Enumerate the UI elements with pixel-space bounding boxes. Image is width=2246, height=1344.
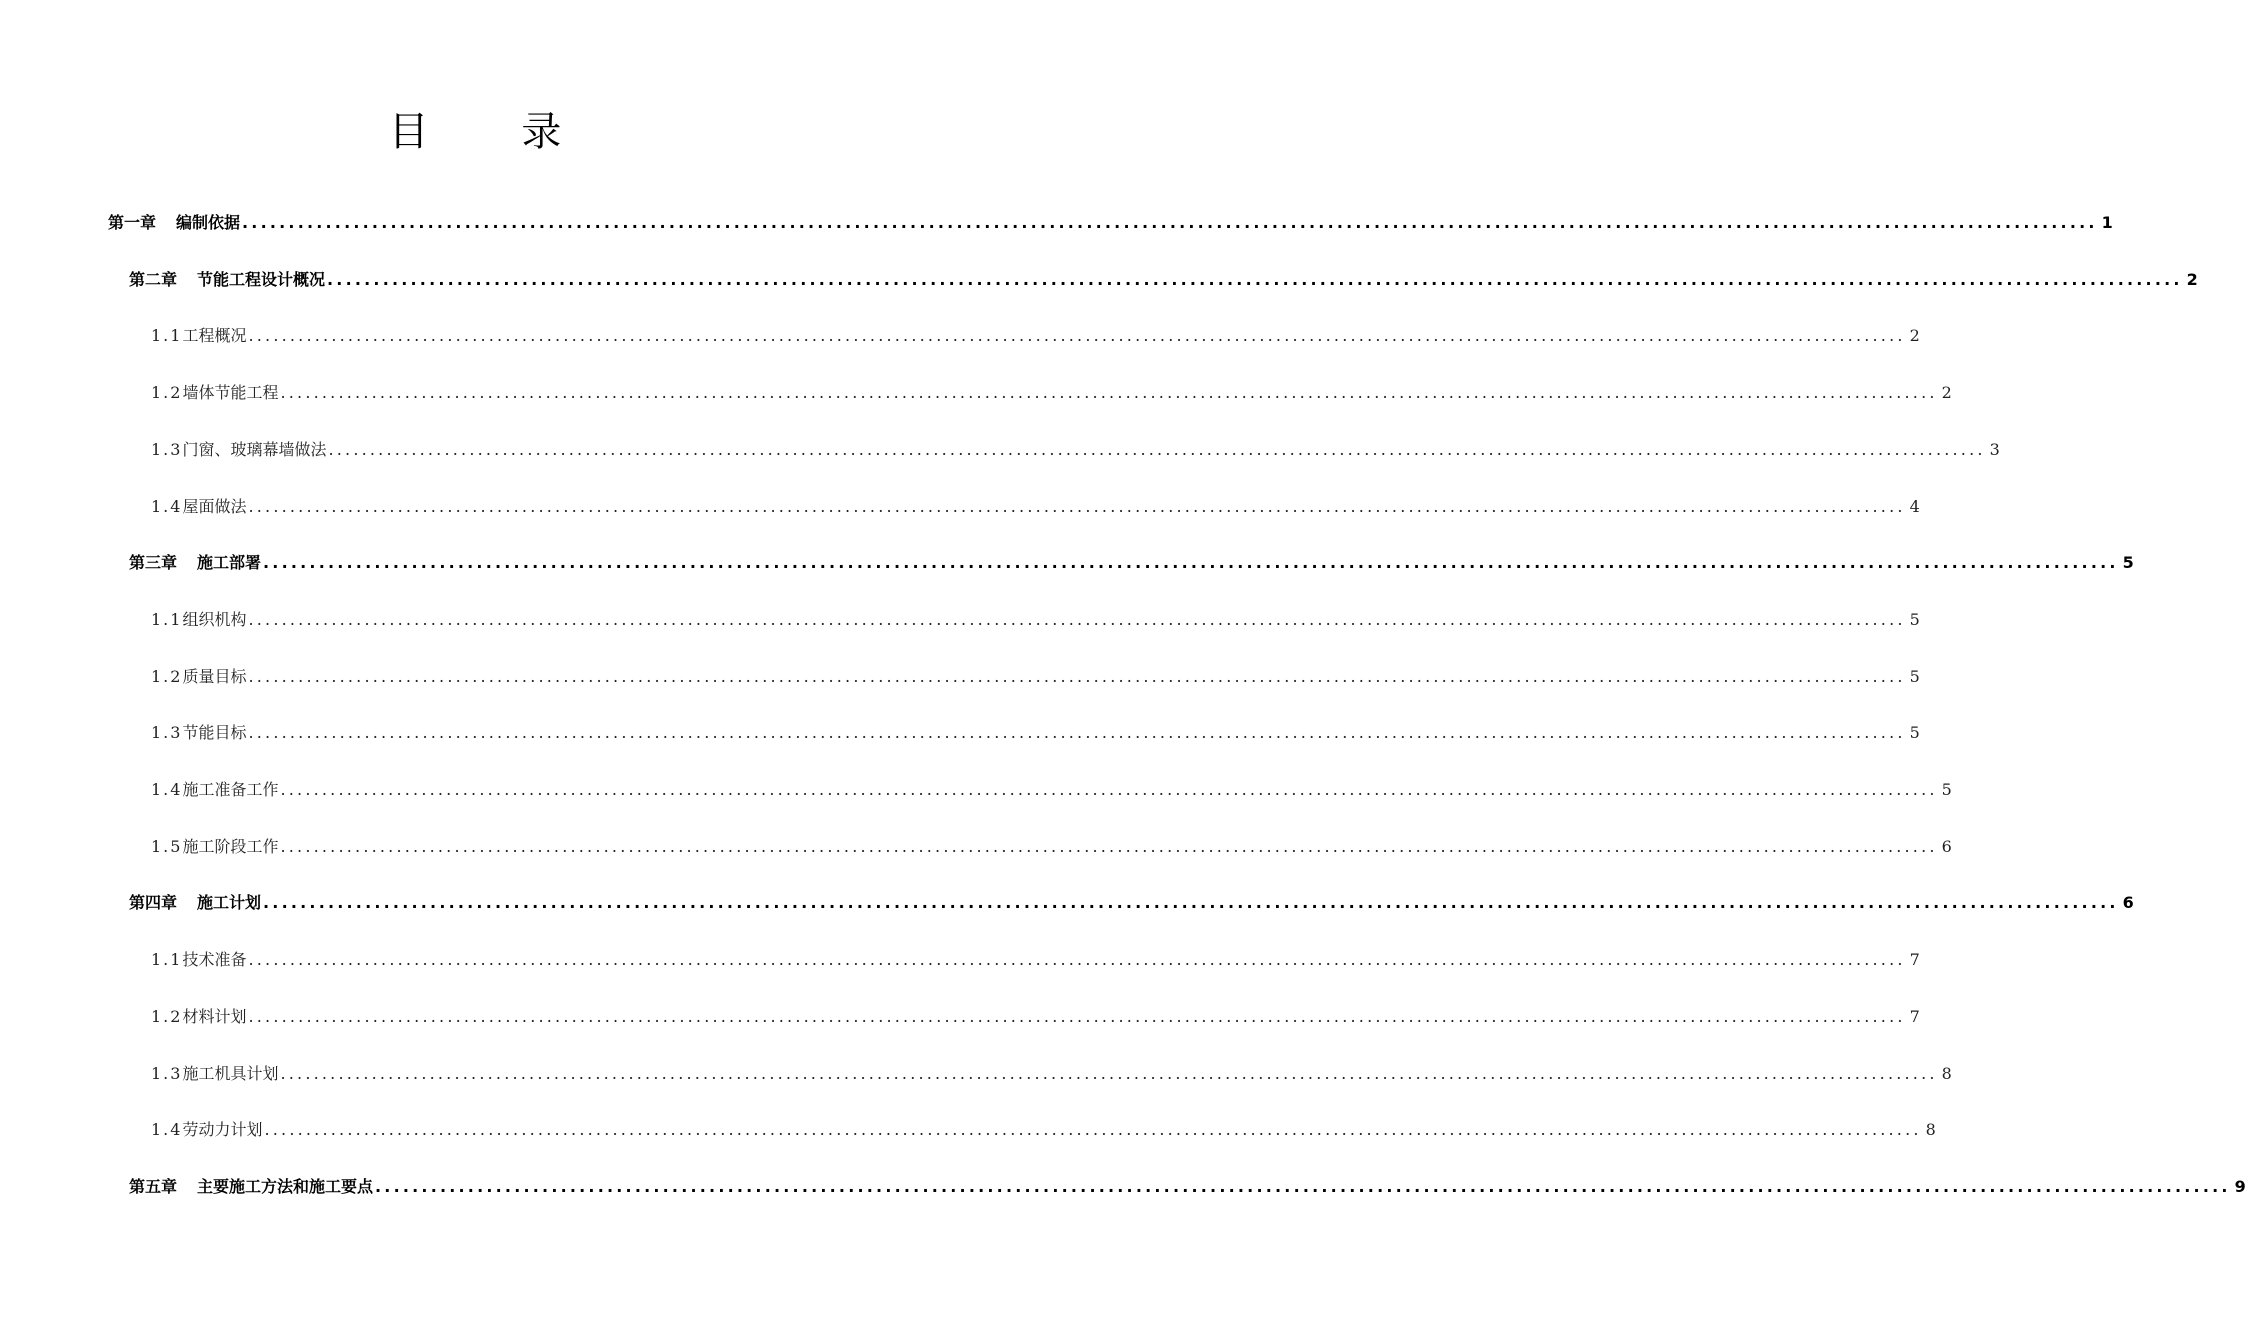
toc-entry-page: 3 [1989,439,2000,459]
toc-entry-page: 2 [1941,383,1952,403]
toc-entry-page: 7 [1909,950,1920,970]
toc-entry-label [151,497,246,517]
toc-entry[interactable] [151,420,2000,460]
dot-leader: ........................................................................................................................................................................................................ [248,666,1906,686]
dot-leader: ........................................................................................................................................................................................................ [248,1006,1906,1026]
toc-entry-label [151,383,278,403]
toc-entry[interactable] [129,250,2198,290]
dot-leader: ........................................................................................................................................................................................................ [248,326,1906,346]
toc-entry[interactable] [151,1044,1952,1084]
toc-entry-number: 1.3 [151,723,183,743]
toc-entry-title: 施工计划 [197,893,262,913]
toc-entry-number: 第二章 [129,269,178,289]
toc-entry-number: 第五章 [129,1176,178,1196]
toc-entry-page: 9 [2234,1176,2246,1196]
toc-entry[interactable] [151,477,1920,517]
toc-entry-label [151,326,246,346]
toc-entry[interactable] [108,193,2113,233]
dot-leader: ........................................................................................................................................................................................................ [375,1176,2231,1196]
toc-entry-label [129,553,261,573]
toc-entry-number: 1.3 [151,1063,183,1083]
dot-leader: ........................................................................................................................................................................................................ [248,496,1906,516]
dot-leader: ........................................................................................................................................................................................................ [280,780,1938,799]
dot-leader: ........................................................................................................................................................................................................ [263,893,2119,913]
toc-entry[interactable] [129,873,2134,913]
toc-entry-page: 8 [1925,1120,1936,1140]
toc-entry-label [151,1120,262,1140]
toc-entry-label [151,1064,278,1084]
toc-entry-title: 施工准备工作 [182,780,279,799]
toc-entry[interactable] [129,1157,2246,1197]
toc-entry-page: 5 [1909,723,1920,743]
toc-entry-number: 1.4 [151,496,183,516]
toc-entry-number: 1.1 [151,609,183,629]
toc-entry-label [151,610,246,630]
toc-entry-title: 编制依据 [176,213,241,232]
toc-entry[interactable] [151,703,1920,743]
toc-entry-title: 施工机具计划 [182,1063,279,1083]
toc-entry-number: 1.3 [151,439,183,459]
toc-entry-title: 施工部署 [197,553,262,573]
toc-entry-title: 材料计划 [182,1006,247,1026]
toc-entry-label [151,667,246,687]
toc-entry-page: 1 [2101,213,2113,232]
dot-leader: ........................................................................................................................................................................................................ [263,553,2119,573]
toc-entry-title: 劳动力计划 [182,1120,263,1140]
toc-entry-label [151,1007,246,1027]
dot-leader: ........................................................................................................................................................................................................ [280,1063,1938,1083]
toc-entry[interactable] [151,817,1952,857]
toc-entry[interactable] [151,1100,1936,1140]
dot-leader: ........................................................................................................................................................................................................ [248,950,1906,970]
toc-entry-label [151,440,326,460]
toc-entry-title: 施工阶段工作 [182,836,279,856]
toc-entry-label [151,950,246,970]
dot-leader: ........................................................................................................................................................................................................ [248,609,1906,629]
dot-leader: ........................................................................................................................................................................................................ [280,836,1938,856]
toc-entry-number: 1.4 [151,780,183,799]
toc-entry[interactable] [151,987,1920,1027]
toc-entry-number: 1.5 [151,836,183,856]
toc-entry-label [151,780,278,800]
toc-entry-number: 1.4 [151,1120,183,1140]
toc-entry[interactable] [151,306,1920,346]
toc-entry-page: 4 [1909,496,1920,516]
toc-entry-number: 1.2 [151,383,183,403]
toc-entry[interactable] [151,760,1952,800]
toc-entry[interactable] [129,533,2134,573]
toc-entry-page: 6 [1941,836,1952,856]
dot-leader: ........................................................................................................................................................................................................ [327,269,2183,289]
toc-entry-number: 1.1 [151,950,183,970]
dot-leader: ........................................................................................................................................................................................................ [242,213,2098,232]
toc-entry[interactable] [151,930,1920,970]
toc-entry[interactable] [151,363,1952,403]
toc-entry-number: 第四章 [129,893,178,913]
toc-entry-number: 1.1 [151,326,183,346]
dot-leader: ........................................................................................................................................................................................................ [328,439,1986,459]
toc-entry-page: 5 [1909,666,1920,686]
toc-entry-number: 第三章 [129,553,178,573]
toc-entry-number: 第一章 [108,213,157,232]
toc-entry-page: 5 [1909,609,1920,629]
toc-entry-label [129,270,325,290]
dot-leader: ........................................................................................................................................................................................................ [248,723,1906,743]
toc-entry-title: 节能目标 [182,723,247,743]
toc-entry-page: 2 [2186,269,2198,289]
toc-entry-number: 1.2 [151,1006,183,1026]
toc-entry[interactable] [151,590,1920,630]
dot-leader: ........................................................................................................................................................................................................ [264,1120,1922,1140]
toc-entry-title: 门窗、玻璃幕墙做法 [182,439,327,459]
toc-entry-page: 6 [2122,893,2134,913]
toc-entry-page: 2 [1909,326,1920,346]
dot-leader: ........................................................................................................................................................................................................ [280,383,1938,403]
toc-entry-page: 8 [1941,1063,1952,1083]
toc-entry-title: 节能工程设计概况 [197,269,326,289]
toc-entry[interactable] [151,647,1920,687]
toc-title: 目 录 [388,109,602,155]
toc-entry-title: 屋面做法 [182,496,247,516]
toc-entry-label [151,723,246,743]
toc-entry-label [129,1177,373,1197]
toc-entry-number: 1.2 [151,666,183,686]
toc-entry-title: 组织机构 [182,609,247,629]
toc-entry-page: 5 [1941,780,1952,799]
toc-entry-title: 技术准备 [182,950,247,970]
toc-entry-label [151,837,278,857]
toc-entry-title: 主要施工方法和施工要点 [197,1176,374,1196]
toc-entry-label [108,213,240,233]
toc-entry-page: 5 [2122,553,2134,573]
toc-entry-title: 工程概况 [182,326,247,346]
toc-entry-label [129,893,261,913]
toc-entry-page: 7 [1909,1006,1920,1026]
toc-entry-title: 质量目标 [182,666,247,686]
toc-entry-title: 墙体节能工程 [182,383,279,403]
